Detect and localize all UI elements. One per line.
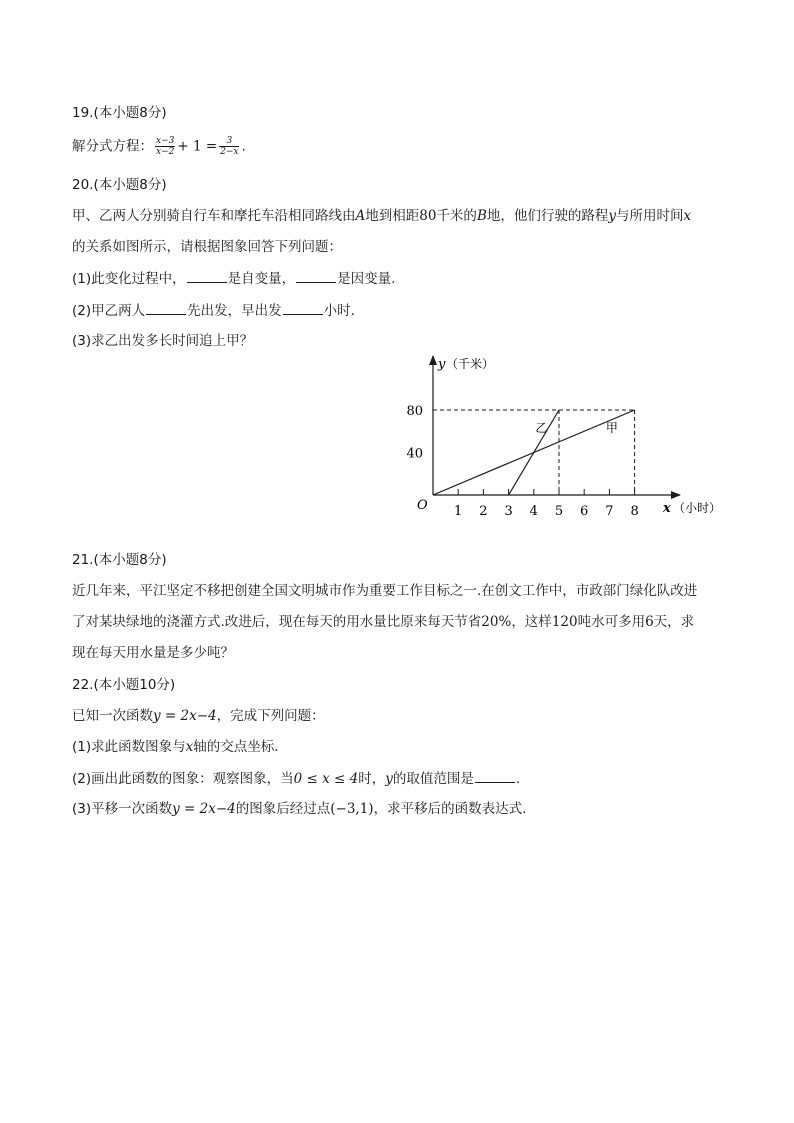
q22-p2-range: 0 ≤ x ≤ 4 — [293, 771, 359, 787]
q20-header: 20.(本小题8分) — [72, 177, 167, 193]
q20-p1-c: 是因变量. — [337, 271, 396, 287]
q21-header: 21.(本小题8分) — [72, 552, 167, 568]
q20-part-2 — [72, 301, 355, 320]
q20-line1-e: 与所用时间 — [616, 208, 684, 224]
q22-p3-function: y = 2x−4 — [172, 801, 236, 817]
q21-percent: 20% — [481, 614, 512, 630]
x-tick-label: 4 — [529, 504, 538, 519]
q22-intro-b: ，完成下列问题： — [216, 708, 325, 724]
x-tick-label: 7 — [605, 504, 614, 519]
q20-var-a: A — [355, 208, 366, 224]
q19-fraction-1 — [155, 136, 175, 157]
q22-part-1 — [72, 738, 279, 756]
q19-plus-one-equals: + 1 = — [177, 138, 218, 155]
q22-p1-a: (1)求此函数图象与 — [72, 739, 186, 755]
x-tick-label: 3 — [504, 504, 513, 519]
q20-part-1 — [72, 269, 395, 288]
q19-end-period: . — [241, 138, 246, 155]
y-tick-label: 40 — [406, 446, 423, 462]
origin-label: O — [417, 498, 428, 513]
q21-text-line-3: 现在每天用水量是多少吨？ — [72, 645, 234, 661]
q20-line1-c: 千米的 — [436, 208, 477, 224]
q22-header: 22.(本小题10分) — [72, 677, 176, 693]
q22-p2-a: (2)画出此函数的图象：观察图象，当 — [72, 771, 294, 787]
q19-header: 19.(本小题8分) — [72, 105, 167, 121]
x-tick-label: 1 — [454, 504, 463, 519]
y-axis-variable: y — [438, 357, 446, 372]
q19-frac1-denominator: x−2 — [156, 147, 175, 157]
q21-line2-c: 吨水可多用 — [577, 614, 646, 630]
q19-frac2-denominator: 2−x — [220, 147, 239, 157]
q22-part-3 — [72, 800, 526, 818]
q20-p2-c: 小时. — [323, 303, 355, 319]
answer-blank[interactable] — [283, 301, 323, 315]
series-line-yi — [509, 410, 559, 495]
q22-function: y = 2x−4 — [153, 708, 217, 724]
q21-num-6: 6 — [645, 614, 654, 630]
q22-p3-b: 的图象后经过点 — [235, 801, 331, 817]
y-tick-label: 80 — [406, 404, 423, 419]
q22-p1-b: 轴的交点坐标. — [193, 739, 279, 755]
q21-num-120: 120 — [551, 614, 578, 630]
q20-p1-a: (1)此变化过程中， — [72, 271, 186, 287]
q20-line1-d: 地，他们行驶的路程 — [486, 208, 609, 224]
q22-p2-d: . — [515, 771, 521, 787]
q20-p1-b: 是自变量， — [227, 271, 296, 287]
q22-p3-a: (3)平移一次函数 — [72, 801, 173, 817]
q21-line2-a: 了对某块绿地的浇灌方式.改进后，现在每天的用水量比原来每天节省 — [72, 614, 482, 630]
q19-frac1-numerator: x−3 — [156, 136, 175, 146]
q20-var-b: B — [476, 208, 487, 224]
series-label-jia: 甲 — [605, 421, 618, 435]
q22-p3-c: ，求平移后的函数表达式. — [373, 801, 527, 817]
q21-line2-b: ，这样 — [511, 614, 552, 630]
x-axis-variable: x — [663, 501, 671, 516]
answer-blank[interactable] — [146, 301, 186, 315]
q20-p2-a: (2)甲乙两人 — [72, 303, 146, 319]
q20-var-y: y — [608, 208, 616, 224]
q20-line1-b: 地到相距 — [365, 208, 420, 224]
q22-p2-b: 时， — [358, 771, 386, 787]
q21-line2-d: 天，求 — [653, 614, 695, 630]
q20-var-x: x — [683, 208, 692, 224]
y-axis-unit: （千米） — [446, 357, 495, 371]
q22-part-2 — [72, 769, 520, 788]
q19-fraction-2 — [219, 136, 239, 157]
q22-p2-c: 的取值范围是 — [392, 771, 474, 787]
q22-intro-a: 已知一次函数 — [72, 708, 153, 724]
x-tick-label: 6 — [580, 504, 589, 519]
answer-blank[interactable] — [187, 269, 227, 283]
q20-num-80: 80 — [419, 208, 437, 224]
x-axis-unit: （小时） — [673, 501, 722, 515]
q22-p1-var: x — [185, 739, 194, 755]
q20-p2-b: 先出发，早出发 — [187, 303, 282, 319]
answer-blank[interactable] — [296, 269, 336, 283]
answer-blank[interactable] — [475, 769, 515, 783]
series-label-yi: 乙 — [535, 421, 548, 435]
q19-equation-line — [72, 136, 246, 157]
q19-prompt: 解分式方程： — [72, 138, 153, 155]
q22-intro — [72, 707, 325, 725]
x-tick-label: 2 — [479, 504, 488, 519]
q21-text-line-1: 近几年来，平江坚定不移把创建全国文明城市作为重要工作目标之一.在创文工作中，市政部门绿化队改进 — [72, 583, 698, 599]
q20-line1-a: 甲、乙两人分别骑自行车和摩托车沿相同路线由 — [72, 208, 356, 224]
distance-time-graph — [400, 350, 730, 522]
q19-frac2-numerator: 3 — [219, 136, 239, 147]
q20-part-3: (3)求乙出发多长时间追上甲？ — [72, 333, 254, 349]
q20-text-line-2: 的关系如图所示，请根据图象回答下列问题： — [72, 239, 342, 255]
q22-p3-point: (−3,1) — [330, 801, 374, 817]
x-tick-label: 5 — [554, 504, 564, 519]
q20-text-line-1 — [72, 207, 691, 225]
x-tick-label: 8 — [630, 504, 639, 519]
q22-p2-var: y — [385, 771, 393, 787]
q21-text-line-2 — [72, 613, 694, 631]
